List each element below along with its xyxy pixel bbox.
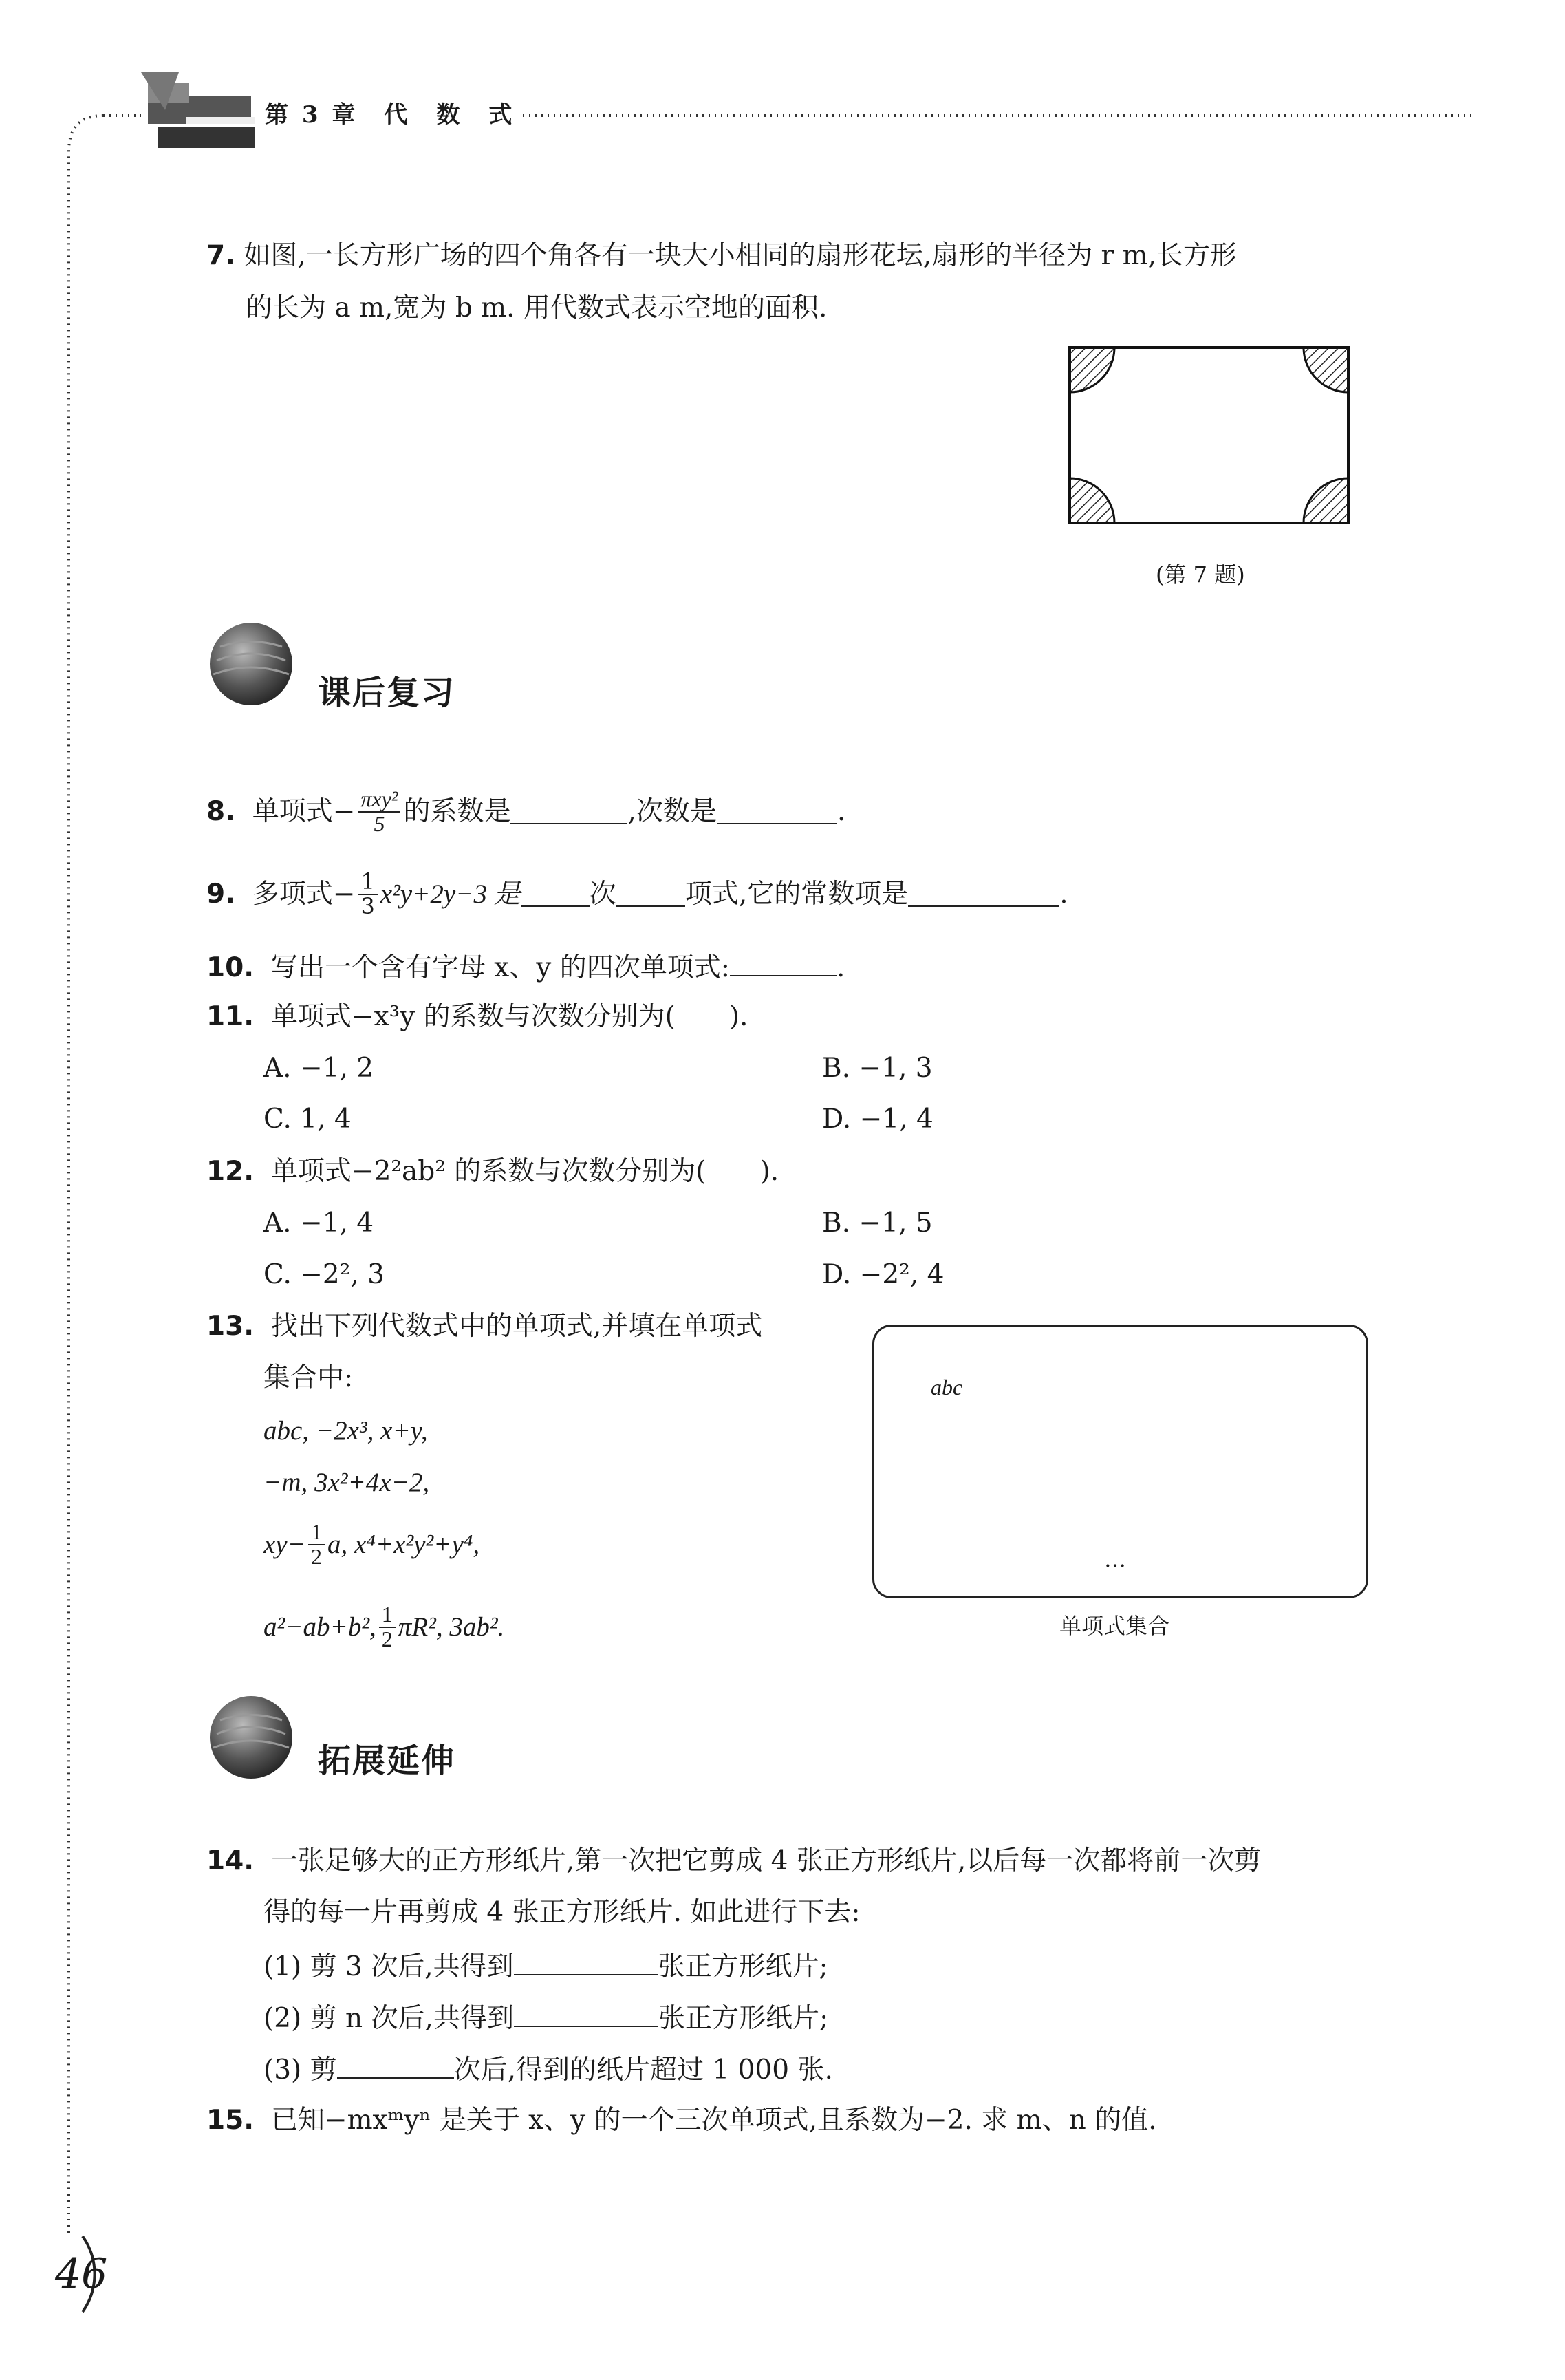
question-13-line1 [206, 1313, 762, 1340]
chapter-header: 第 3 章 代 数 式 [265, 101, 515, 129]
option-a[interactable]: A. −1, 4 [263, 1208, 374, 1239]
globe-icon [206, 619, 296, 709]
question-14-line2: 得的每一片再剪成 4 张正方形纸片. 如此进行下去: [263, 1897, 861, 1928]
question-14-part1 [263, 1951, 828, 1980]
question-7-line2: 的长为 a m,宽为 b m. 用代数式表示空地的面积. [246, 292, 828, 323]
question-text: (3) 剪 [263, 2055, 337, 2086]
question-text: 次后,得到的纸片超过 1 000 张. [453, 2055, 833, 2086]
question-14-part2 [263, 2002, 828, 2032]
set-item: abc [931, 1375, 963, 1400]
rectangle-plaza-figure [1063, 341, 1359, 533]
question-text: 张正方形纸片; [658, 1951, 828, 1982]
expression: a²−ab+b², [263, 1612, 376, 1642]
question-number: 8. [206, 796, 235, 828]
question-text: ,次数是 [627, 796, 717, 828]
option-c[interactable]: C. −2², 3 [263, 1259, 385, 1290]
answer-blank[interactable] [730, 952, 837, 976]
figure-caption: (第 7 题) [1156, 561, 1245, 588]
question-text: 单项式−2²ab² 的系数与次数分别为( ). [270, 1156, 779, 1187]
question-15 [206, 2107, 1157, 2134]
question-text: . [1059, 879, 1068, 910]
question-12 [206, 1158, 779, 1185]
question-number: 10. [206, 952, 255, 983]
fraction [358, 870, 377, 918]
question-text: 找出下列代数式中的单项式,并填在单项式 [270, 1311, 763, 1342]
question-text: . [837, 796, 846, 828]
question-text: 一张足够大的正方形纸片,第一次把它剪成 4 张正方形纸片,以后每一次都将前一次剪 [270, 1845, 1262, 1876]
question-text: 的系数是 [403, 796, 511, 828]
question-8 [206, 788, 845, 835]
corner-sector [1070, 347, 1114, 392]
fraction-numerator: πxy² [358, 788, 400, 813]
question-number: 14. [206, 1845, 255, 1876]
question-text: 项式,它的常数项是 [684, 879, 909, 910]
set-caption: 单项式集合 [1059, 1613, 1170, 1639]
question-number: 7. [206, 240, 235, 271]
answer-blank[interactable] [521, 882, 590, 907]
question-text: 多项式− [252, 879, 356, 910]
question-text: 单项式−x³y 的系数与次数分别为( ). [270, 1001, 748, 1032]
fraction-numerator: 1 [308, 1521, 325, 1545]
question-number: 13. [206, 1311, 255, 1342]
question-number: 9. [206, 879, 235, 910]
question-text: (2) 剪 n 次后,共得到 [263, 2003, 514, 2034]
question-text: 如图,一长方形广场的四个角各有一块大小相同的扇形花坛,扇形的半径为 r m,长方形 [244, 240, 1237, 271]
question-text: 张正方形纸片; [658, 2003, 829, 2034]
answer-blank[interactable] [510, 800, 627, 824]
answer-blank[interactable] [514, 2002, 658, 2027]
fraction-numerator: 1 [379, 1603, 396, 1628]
question-14-line1 [206, 1847, 1261, 1874]
corner-sector [1070, 478, 1114, 523]
option-d[interactable]: D. −1, 4 [822, 1104, 933, 1135]
expression-list-1: abc, −2x³, x+y, [263, 1416, 428, 1446]
answer-blank[interactable] [514, 1951, 658, 1975]
page-number: 46 [55, 2250, 108, 2298]
corner-sector [1304, 478, 1348, 523]
question-text: 单项式− [252, 796, 356, 828]
question-text: . [836, 952, 845, 983]
fraction-denominator: 2 [381, 1626, 393, 1651]
answer-blank[interactable] [337, 2054, 454, 2079]
question-text: x²y+2y−3 是 [380, 879, 521, 910]
option-c[interactable]: C. 1, 4 [263, 1104, 352, 1135]
expression: πR², 3ab². [398, 1612, 505, 1642]
question-text: 写出一个含有字母 x、y 的四次单项式: [270, 952, 730, 983]
corner-sector [1304, 347, 1348, 392]
fraction-denominator: 3 [360, 892, 375, 919]
fraction [358, 788, 400, 835]
fraction [379, 1603, 396, 1651]
option-b[interactable]: B. −1, 5 [822, 1208, 933, 1239]
question-13-line2: 集合中: [263, 1362, 354, 1393]
expression: xy− [263, 1530, 305, 1560]
question-text: (1) 剪 3 次后,共得到 [263, 1951, 514, 1982]
question-text: 次 [589, 879, 616, 910]
question-11 [206, 1003, 748, 1030]
answer-blank[interactable] [908, 882, 1059, 907]
option-b[interactable]: B. −1, 3 [822, 1053, 933, 1084]
set-ellipsis: … [1104, 1546, 1126, 1572]
question-text: 已知−mxᵐyⁿ 是关于 x、y 的一个三次单项式,且系数为−2. 求 m、n 的值. [270, 2105, 1157, 2136]
question-10 [206, 952, 845, 981]
fraction-numerator: 1 [358, 870, 377, 895]
fraction-denominator: 2 [310, 1543, 322, 1569]
book-stack-icon [141, 72, 255, 148]
question-number: 12. [206, 1156, 255, 1187]
question-7-line1 [206, 242, 1237, 269]
answer-blank[interactable] [717, 800, 837, 824]
expression: a, x⁴+x²y²+y⁴, [327, 1530, 480, 1560]
answer-blank[interactable] [616, 882, 685, 907]
question-number: 11. [206, 1001, 255, 1032]
expression-list-2: −m, 3x²+4x−2, [263, 1468, 430, 1497]
section-title-review: 课后复习 [318, 674, 456, 712]
expression-list-3 [263, 1521, 479, 1568]
fraction-denominator: 5 [374, 811, 385, 836]
question-number: 15. [206, 2105, 255, 2136]
section-title-extend: 拓展延伸 [318, 1741, 456, 1780]
option-d[interactable]: D. −2², 4 [822, 1259, 945, 1290]
option-a[interactable]: A. −1, 2 [263, 1053, 374, 1084]
expression-list-4 [263, 1603, 504, 1651]
question-14-part3 [263, 2054, 833, 2086]
fraction [308, 1521, 325, 1568]
globe-icon [206, 1693, 296, 1782]
question-9 [206, 870, 1068, 918]
